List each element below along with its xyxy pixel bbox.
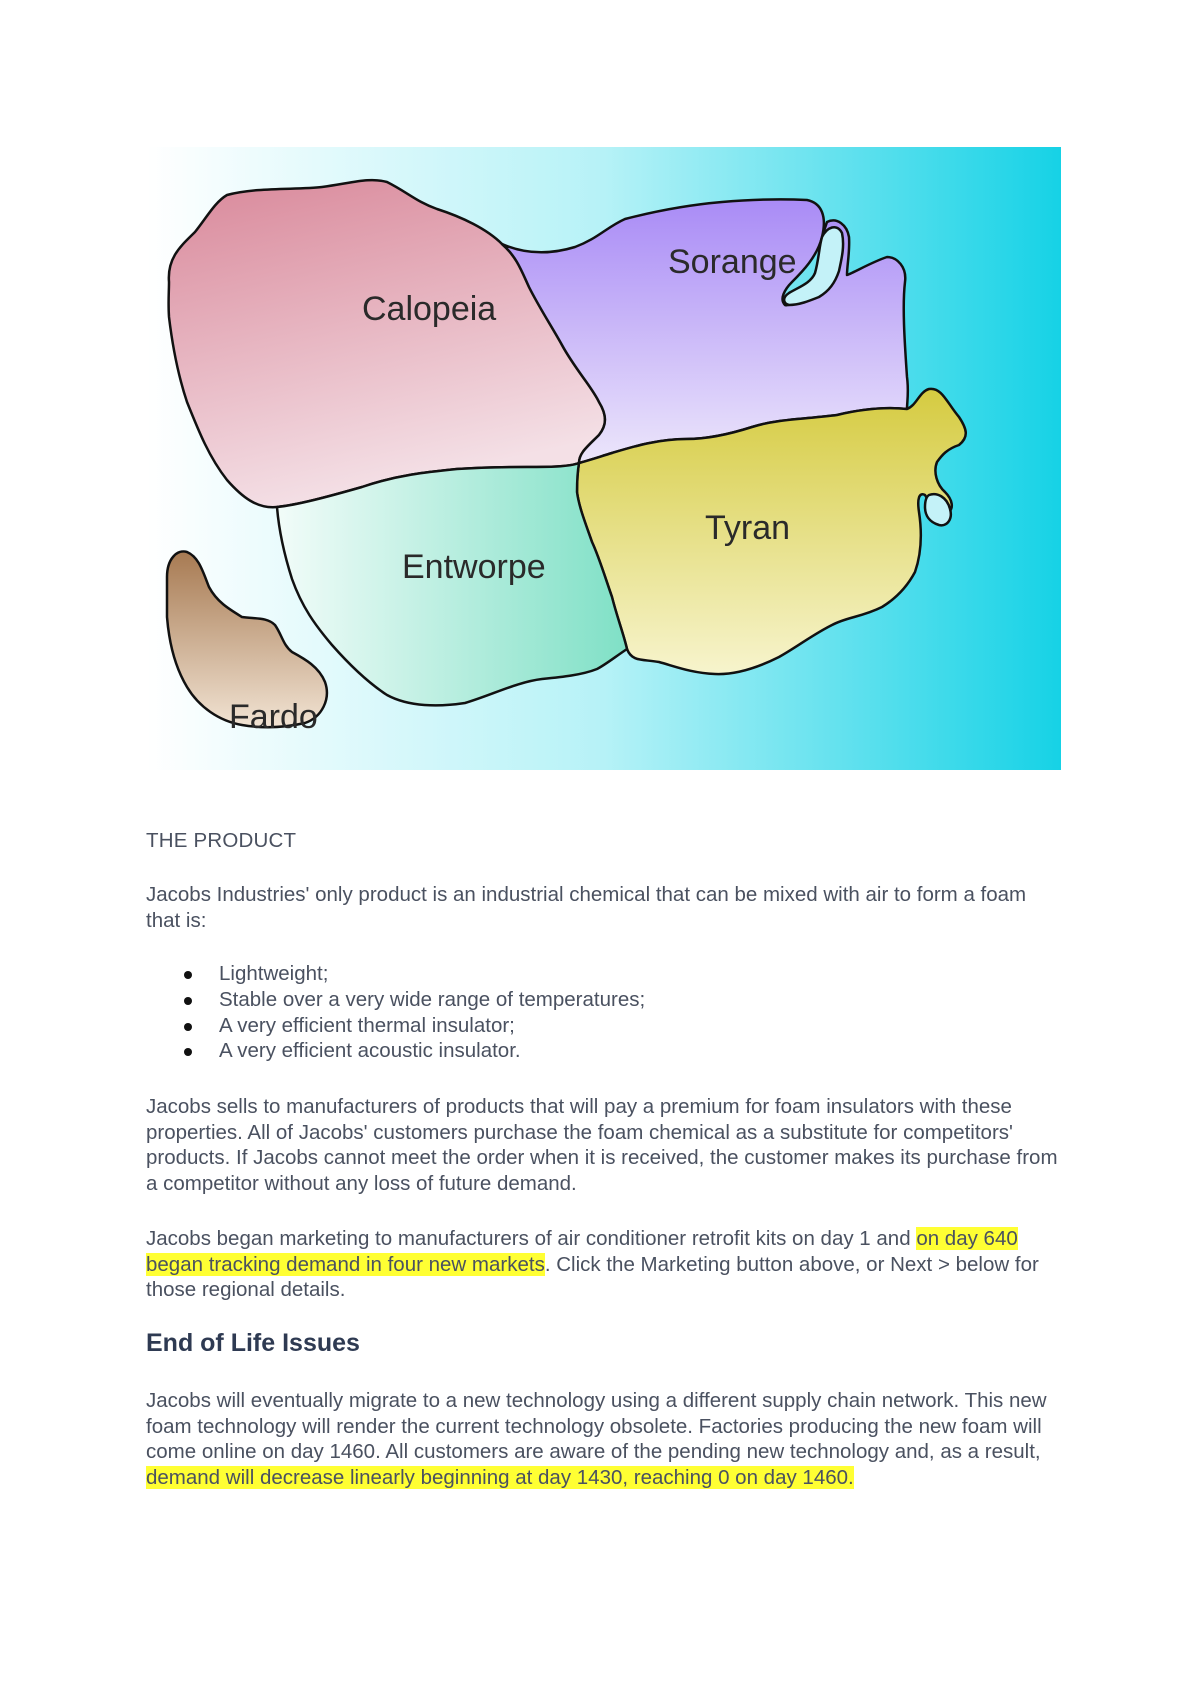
feature-text: A very efficient acoustic insulator. [219,1039,521,1063]
marketing-text-before: Jacobs began marketing to manufacturers of air conditioner retrofit kits on day 1 and [146,1227,917,1250]
feature-text: Stable over a very wide range of temperatures; [219,987,646,1011]
section-label: THE PRODUCT [146,829,297,852]
bullet-icon [184,1048,192,1056]
intro-paragraph: Jacobs Industries' only product is an industrial chemical that can be mixed with air to form a foam that is: [146,883,1027,932]
region-label-fardo: Fardo [229,698,318,736]
end-of-life-text-before: Jacobs will eventually migrate to a new technology using a different supply chain network. This new foam technology will render the current technology obsolete. Factories producing the new foam will come online on day 1460. All customers are aware of the pending new technology and, as a result, [146,1389,1047,1463]
region-map [147,147,1061,770]
region-label-sorange: Sorange [668,243,797,281]
end-of-life-highlight: demand will decrease linearly beginning at day 1430, reaching 0 on day 1460. [146,1465,854,1489]
feature-list [146,961,1046,1064]
feature-text: Lightweight; [219,962,329,985]
bullet-icon [184,971,192,979]
feature-item [146,961,1046,987]
feature-text: A very efficient thermal insulator; [219,1013,515,1037]
marketing-paragraph [146,1226,1066,1303]
feature-item [146,1038,1046,1064]
feature-item [146,987,1046,1013]
region-map-svg [147,147,1061,770]
feature-item [146,1013,1046,1039]
marketing-text-after: . Click the Marketing button above, or Next > below for those regional details. [146,1252,1039,1301]
region-label-calopeia: Calopeia [362,290,497,328]
end-of-life-heading: End of Life Issues [146,1329,360,1357]
bullet-icon [184,1023,192,1031]
bullet-icon [184,997,192,1005]
end-of-life-paragraph [146,1388,1066,1490]
marketing-highlight: on day 640 began tracking demand in four new markets [146,1227,1018,1276]
region-label-entworpe: Entworpe [402,548,546,586]
region-label-tyran: Tyran [705,509,791,547]
customers-paragraph: Jacobs sells to manufacturers of products that will pay a premium for foam insulators with these properties. All of Jacobs' customers purchase the foam chemical as a substitute for competitors' products. If Jacobs cannot meet the order when it is received, the customer makes its purchase from a competitor without any loss of future demand. [146,1095,1058,1195]
